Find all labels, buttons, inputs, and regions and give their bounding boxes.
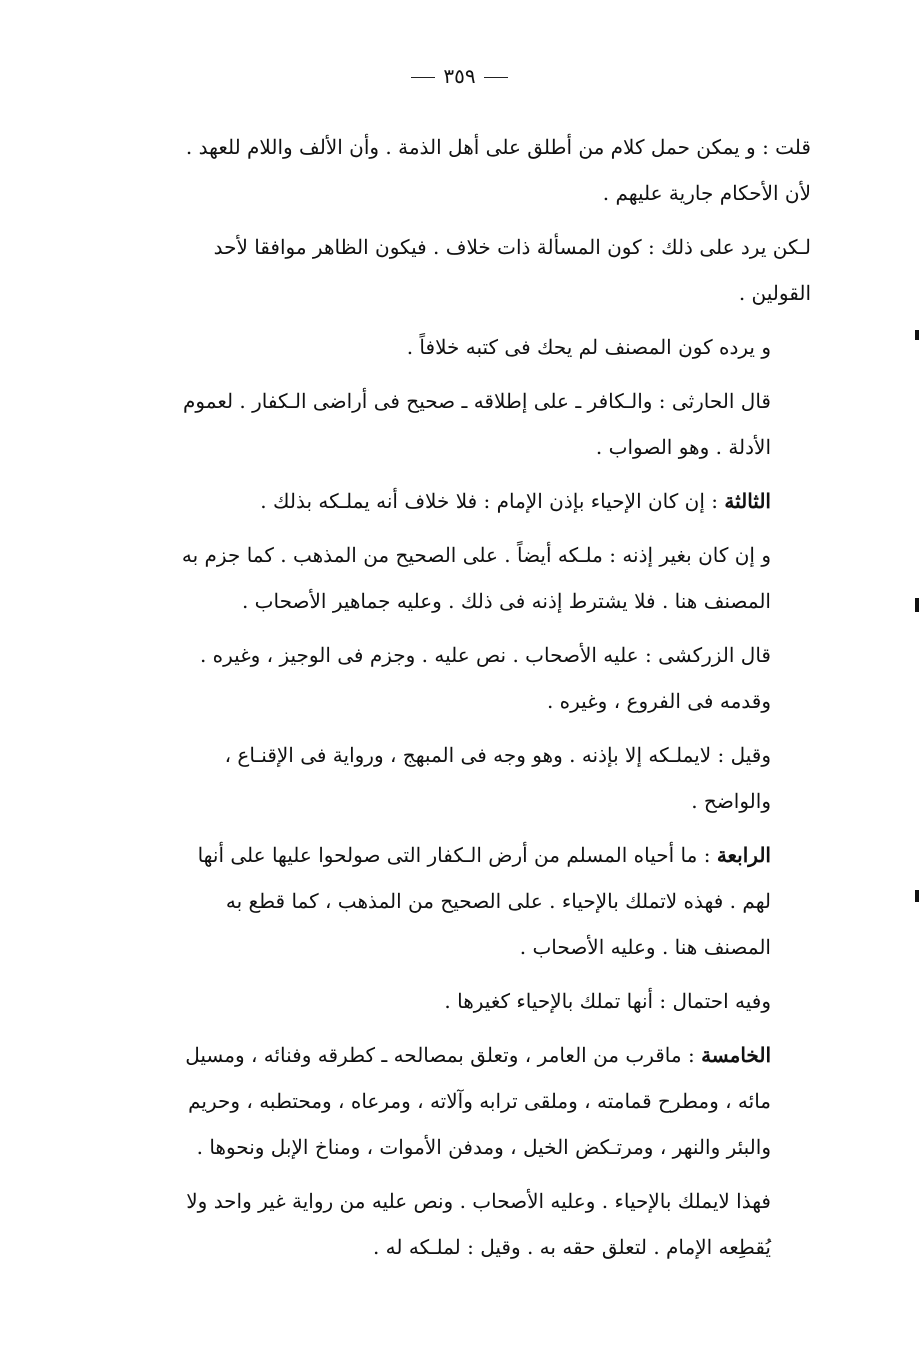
paragraph-text: لـكن يرد على ذلك : كون المسألة ذات خلاف . فيكون الظاهر موافقا لأحد القولين . <box>213 235 811 305</box>
paragraph <box>166 978 811 1024</box>
paragraph-text: قال الزركشى : عليه الأصحاب . نص عليه . وجزم فى الوجيز ، وغيره . وقدمه فى الفروع ، وغيره . <box>199 643 771 713</box>
scan-edge-mark <box>915 890 919 902</box>
section-heading: الرابعة <box>716 843 771 867</box>
paragraph <box>166 532 811 624</box>
paragraph <box>166 832 811 970</box>
paragraph <box>166 732 811 824</box>
paragraph <box>166 632 811 724</box>
paragraph-text: و يرده كون المصنف لم يحك فى كتبه خلافاً . <box>406 335 771 359</box>
paragraph <box>166 1178 811 1270</box>
paragraph <box>166 378 811 470</box>
body-text <box>166 124 811 1278</box>
scan-edge-mark <box>915 598 919 612</box>
scan-edge-mark <box>915 330 919 340</box>
page-number-text: ٣٥٩ <box>443 64 476 88</box>
paragraph-text: و إن كان بغير إذنه : ملـكه أيضاً . على الصحيح من المذهب . كما جزم به المصنف هنا . فلا يشترط إذنه فى ذلك . وعليه جماهير الأصحاب . <box>181 543 771 613</box>
paragraph-text: : إن كان الإحياء بإذن الإمام : فلا خلاف أنه يملـكه بذلك . <box>260 489 718 513</box>
paragraph <box>166 224 811 316</box>
paragraph <box>166 324 811 370</box>
page-number <box>0 62 919 90</box>
paragraph-text: وقيل : لايملـكه إلا بإذنه . وهو وجه فى المبهج ، ورواية فى الإقنـاع ، والواضح . <box>224 743 771 813</box>
paragraph-text: فهذا لايملك بالإحياء . وعليه الأصحاب . ونص عليه من رواية غير واحد ولا يُقطِعه الإمام . لتعلق حقه به . وقيل : لملـكه له . <box>186 1189 771 1259</box>
paragraph-text: قلت : و يمكن حمل كلام من أطلق على أهل الذمة . وأن الألف واللام للعهد . لأن الأحكام جارية عليهم . <box>185 135 811 205</box>
paragraph <box>166 1032 811 1170</box>
page-number-dash-right <box>484 77 508 78</box>
page-number-dash-left <box>411 77 435 78</box>
paragraph <box>166 124 811 216</box>
paragraph-text: : ماقرب من العامر ، وتعلق بمصالحه ـ كطرقه وفنائه ، ومسيل مائه ، ومطرح قمامته ، وملقى ترابه وآلاته ، ومرعاه ، ومحتطبه ، وحريم والبئر والنهر ، ومرتـكض الخيل ، ومدفن الأموات ، ومناخ الإبل ونحوها . <box>185 1043 771 1159</box>
paragraph-text: وفيه احتمال : أنها تملك بالإحياء كغيرها . <box>444 989 771 1013</box>
section-heading: الثالثة <box>724 489 771 513</box>
paragraph <box>166 478 811 524</box>
paragraph-text: قال الحارثى : والـكافر ـ على إطلاقه ـ صحيح فى أراضى الـكفار . لعموم الأدلة . وهو الصواب . <box>183 389 771 459</box>
paragraph-text: : ما أحياه المسلم من أرض الـكفار التى صولحوا عليها على أنها لهم . فهذه لاتملك بالإحياء . على الصحيح من المذهب ، كما قطع به المصنف هنا . وعليه الأصحاب . <box>197 843 771 959</box>
section-heading: الخامسة <box>701 1043 771 1067</box>
